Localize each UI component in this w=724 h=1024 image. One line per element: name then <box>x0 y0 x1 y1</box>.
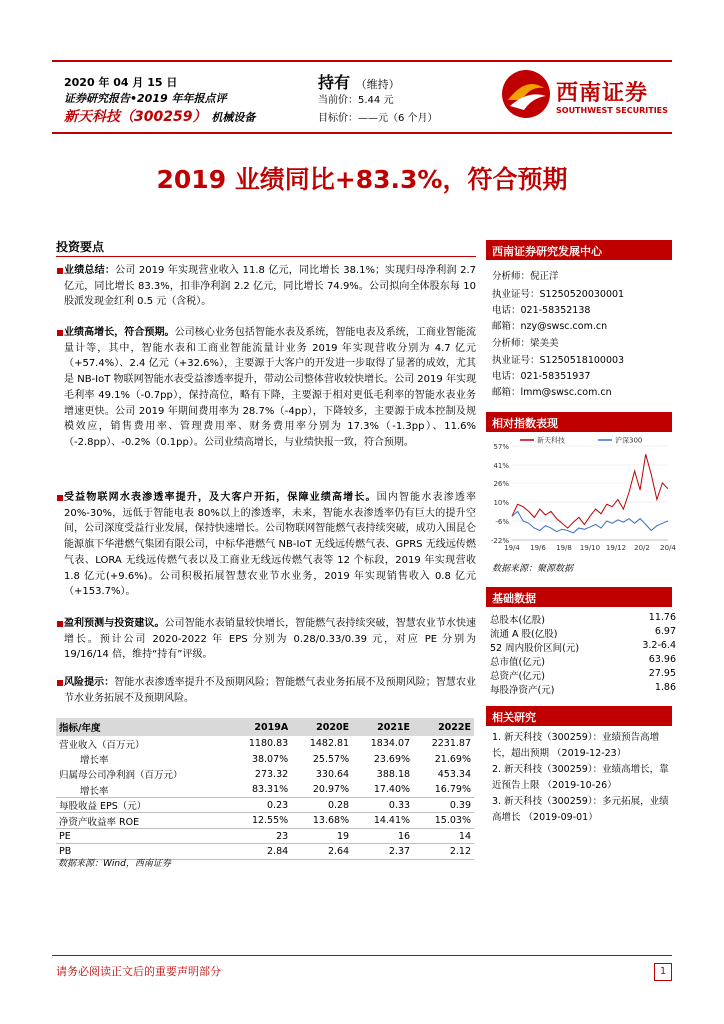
table-cell: 营业收入（百万元） <box>59 739 145 751</box>
table-cell: 25.57% <box>312 753 350 765</box>
footer-notice: 请务必阅读正文后的重要声明部分 <box>56 965 221 978</box>
point-forecast <box>64 616 476 663</box>
basic-value: 63.96 <box>648 654 676 665</box>
analyst2-name: 分析师：梁美美 <box>492 338 559 349</box>
basic-label: 每股净资产(元) <box>490 685 555 696</box>
table-cell: 2231.87 <box>431 738 471 750</box>
table-cell: 23.69% <box>373 753 411 765</box>
table-cell: 0.28 <box>291 798 352 813</box>
point-lead: 盈利预测与投资建议。 <box>64 618 165 629</box>
table-row <box>56 828 474 843</box>
table-cell: 16 <box>352 828 413 843</box>
chart-y-tick-labels <box>491 443 509 545</box>
table-cell: 14 <box>413 828 474 843</box>
table-cell: 2.64 <box>291 844 352 859</box>
target-value: ——元（6 个月） <box>358 113 438 124</box>
basic-value: 6.97 <box>654 626 676 637</box>
chart-y-tick: 26% <box>493 479 509 488</box>
table-cell: 273.32 <box>254 768 289 780</box>
basic-value: 11.76 <box>648 612 676 623</box>
table-cell: 23 <box>230 828 291 843</box>
bullet-icon <box>57 495 63 501</box>
target-label: 目标价： <box>318 113 358 124</box>
basic-value: 1.86 <box>654 682 676 693</box>
table-cell: 12.55% <box>230 813 291 828</box>
rating-note: （维持） <box>355 78 400 91</box>
research-center-header: 西南证券研究发展中心 <box>486 240 672 260</box>
report-date: 2020 年 04 月 15 日 <box>64 76 178 89</box>
point-body: 公司核心业务包括智能水表及系统，智能电表及系统，工商业智能流量计等，其中，智能水表和工商业智能流量计业务 2019 年实现营收分别为 4.7 亿元（+57.4%）、2.4 亿元（+32.6%），主要源于大客户的开发进一步取得了显著的成效，尤其是 NB-IoT 物联网智能水表受益渗透率提升，带动公司整体营收较快增长。公司 2019 年实现毛利率 49.1%（-0.7pp），保持高位，略有下降，主要源于相对更低毛利率的智能水表业务增速更快。公司 2019 年期间费用率为 28.7%（-4pp），下降较多，主要源于成本控制及规模效应，销售费用率、管理费用率、财务费用率分别为 17.3%（-1.3pp）、11.6%（-2.8pp）、-0.2%（0.1pp）。公司业绩高增长，与业绩快报一致，符合预期。 <box>64 327 477 448</box>
analyst1-phone: 电话：021-58352138 <box>492 305 591 316</box>
footer-line <box>52 955 672 956</box>
table-cell: 1482.81 <box>309 738 350 750</box>
price-label: 当前价： <box>318 95 358 106</box>
performance-header: 相对指数表现 <box>486 412 672 432</box>
table-cell: 17.40% <box>352 782 413 797</box>
table-cell: 0.23 <box>230 798 291 813</box>
bullet-icon <box>57 680 63 686</box>
rating <box>318 70 400 93</box>
table-cell: 38.07% <box>251 753 289 765</box>
chart-y-tick: 57% <box>493 443 509 451</box>
basic-data-row <box>490 626 676 640</box>
table-cell: 净资产收益率 ROE <box>56 813 230 828</box>
page-number: 1 <box>654 963 672 981</box>
current-price <box>318 91 393 106</box>
table-cell: 21.69% <box>434 753 471 765</box>
point-lead: 业绩总结： <box>64 265 116 276</box>
table-cell: 13.68% <box>291 813 352 828</box>
bullet-icon <box>57 621 63 627</box>
analyst1-cert: 执业证号：S1250520030001 <box>492 289 625 300</box>
table-cell: 每股收益 EPS（元） <box>56 798 230 813</box>
rating-label: 持有 <box>318 73 351 92</box>
table-cell: 归属母公司净利润（百万元） <box>59 770 183 782</box>
table-cell: 83.31% <box>230 782 291 797</box>
table-header: 2021E <box>352 718 413 736</box>
basic-data-row <box>490 640 676 654</box>
table-cell: 2.84 <box>230 844 291 859</box>
table-cell: PE <box>56 828 230 843</box>
basic-data-header: 基础数据 <box>486 587 672 607</box>
chart-y-tick: 41% <box>493 462 509 471</box>
basic-data-row <box>490 654 676 668</box>
basic-value: 27.95 <box>648 668 676 679</box>
table-cell: 1180.83 <box>248 738 289 750</box>
point-lead: 业绩高增长，符合预期。 <box>64 327 175 338</box>
chart-x-tick: 19/10 <box>579 544 601 552</box>
logo-english: SOUTHWEST SECURITIES <box>556 106 668 115</box>
point-body: 智能水表渗透率提升不及预期风险；智能燃气表业务拓展不及预期风险；智慧农业节水业务拓展不及预期风险。 <box>64 677 476 704</box>
chart-x-tick: 19/12 <box>605 544 627 552</box>
industry-label: 机械设备 <box>211 111 256 124</box>
point-lead: 风险提示： <box>64 677 115 688</box>
analyst1-email[interactable]: 邮箱：nzy@swsc.com.cn <box>492 321 608 332</box>
chart-x-tick: 20/4 <box>660 544 676 552</box>
table-cell: 14.41% <box>352 813 413 828</box>
point-results <box>64 263 476 310</box>
table-cell: 增长率 <box>80 755 109 767</box>
table-cell: PB <box>56 844 230 859</box>
table-cell: 16.79% <box>413 782 474 797</box>
chart-x-tick: 19/4 <box>504 544 520 552</box>
table-cell: 15.03% <box>413 813 474 828</box>
table-row <box>56 767 474 782</box>
southwest-securities-logo-icon <box>500 66 552 122</box>
company-name: 新天科技（300259） <box>64 109 207 125</box>
chart-y-tick: -6% <box>495 517 509 526</box>
bullet-icon <box>57 330 63 336</box>
table-row <box>56 798 474 813</box>
chart-source: 数据来源：聚源数据 <box>492 564 574 574</box>
table-cell: 388.18 <box>376 768 411 780</box>
header-bottom-line <box>52 132 672 134</box>
point-growth <box>64 325 476 451</box>
table-cell: 0.39 <box>413 798 474 813</box>
point-risk <box>64 675 476 706</box>
chart-legend-label: 新天科技 <box>537 436 565 445</box>
basic-label: 流通 A 股(亿股) <box>490 629 558 640</box>
basic-label: 总股本(亿股) <box>490 615 545 626</box>
point-iot-meter <box>64 490 476 600</box>
chart-y-tick: -22% <box>490 537 509 545</box>
table-cell: 1834.07 <box>370 738 411 750</box>
table-cell: 453.34 <box>437 768 471 780</box>
chart-x-tick: 19/6 <box>530 544 546 552</box>
chart-series-line <box>512 454 668 528</box>
chart-x-tick: 20/2 <box>634 544 650 552</box>
company-line <box>64 106 255 126</box>
point-body: 公司智能水表销量较快增长，智能燃气表持续突破，智慧农业节水快速增长。预计公司 2020-2022 年 EPS 分别为 0.28/0.33/0.39 元，对应 PE 分别为 19/16/14 倍，维持“持有”评级。 <box>64 618 476 661</box>
basic-data-row <box>490 668 676 682</box>
table-row <box>56 782 474 797</box>
table-cell: 19 <box>291 828 352 843</box>
basic-data-row <box>490 612 676 626</box>
table-header: 2020E <box>291 718 352 736</box>
basic-data-row <box>490 682 676 696</box>
chart-legend <box>520 436 642 445</box>
table-cell: 2.37 <box>352 844 413 859</box>
analyst2-cert: 执业证号：S1250518100003 <box>492 355 625 366</box>
section-divider <box>56 256 476 257</box>
table-row <box>56 751 474 766</box>
report-title: 2019 业绩同比+83.3%，符合预期 <box>156 165 568 194</box>
analyst2-phone: 电话：021-58351937 <box>492 371 591 382</box>
point-body: 国内智能水表渗透率 20%-30%，远低于智能电表 80%以上的渗透率，未来，智能水表渗透率仍有巨大的提升空间，公司深度受益行业发展，保持快速增长。公司物联网智能燃气表持续突破，成功入围昆仑能源旗下华港燃气集团有限公司，中标华港燃气 NB-IoT 无线远传燃气表、GPRS 无线远传燃气表、LORA 无线远传燃气表以及工商业无线远传燃气表等 12 个标段，2019 年实现营收 1.8 亿元(+9.6%)。公司积极拓展智慧农业节水业务，2019 年实现销售收入 0.8 亿元（+153.7%）。 <box>64 492 477 598</box>
related-item[interactable]: 2. 新天科技（300259）：业绩高增长，靠近预告上限 （2019-10-26） <box>492 764 669 791</box>
table-row <box>56 736 474 751</box>
basic-value: 3.2-6.4 <box>642 640 676 651</box>
header-top-line <box>52 60 672 62</box>
basic-label: 52 周内股价区间(元) <box>490 643 580 654</box>
section-title: 投资要点 <box>56 240 105 254</box>
chart-y-tick: 10% <box>493 498 509 507</box>
chart-x-tick-labels <box>504 544 676 552</box>
table-cell: 20.97% <box>291 782 352 797</box>
table-cell: 增长率 <box>56 782 230 797</box>
chart-series-line <box>512 511 668 533</box>
point-lead: 受益物联网水表渗透率提升，及大客户开拓，保障业绩高增长。 <box>64 492 377 503</box>
analyst1-name: 分析师：倪正洋 <box>492 271 559 282</box>
table-header: 2022E <box>413 718 474 736</box>
bullet-icon <box>57 268 63 274</box>
logo-name: 西南证券 <box>556 80 649 106</box>
basic-label: 总市值(亿元) <box>490 657 545 668</box>
price-value: 5.44 元 <box>358 95 394 106</box>
table-cell: 2.12 <box>413 844 474 859</box>
chart-legend-label: 沪深300 <box>615 436 643 445</box>
related-item[interactable]: 1. 新天科技（300259）：业绩预告高增长，超出预期 （2019-12-23） <box>492 732 660 759</box>
target-price <box>318 109 438 124</box>
related-item[interactable]: 3. 新天科技（300259）：多元拓展，业绩高增长 （2019-09-01） <box>492 796 669 823</box>
point-body: 公司 2019 年实现营业收入 11.8 亿元，同比增长 38.1%；实现归母净利润 2.7 亿元，同比增长 83.3%，扣非净利润 2.2 亿元，同比增长 74.9%。公司拟向全体股东每 10 股派发现金红利 0.5 元（含税）。 <box>64 265 476 308</box>
report-type: 证券研究报告•2019 年年报点评 <box>64 92 227 105</box>
table-header: 指标/年度 <box>56 718 230 736</box>
basic-label: 总资产(亿元) <box>490 671 545 682</box>
analyst2-email[interactable]: 邮箱：lmm@swsc.com.cn <box>492 387 612 398</box>
table-header: 2019A <box>230 718 291 736</box>
related-research-header: 相关研究 <box>486 706 672 726</box>
table-source: 数据来源：Wind，西南证券 <box>58 859 171 869</box>
relative-performance-chart <box>486 432 676 558</box>
table-cell: 0.33 <box>352 798 413 813</box>
financial-forecast-table <box>56 718 474 860</box>
table-cell: 330.64 <box>315 768 350 780</box>
table-row <box>56 813 474 828</box>
chart-x-tick: 19/8 <box>556 544 572 552</box>
table-header-row <box>56 718 474 736</box>
